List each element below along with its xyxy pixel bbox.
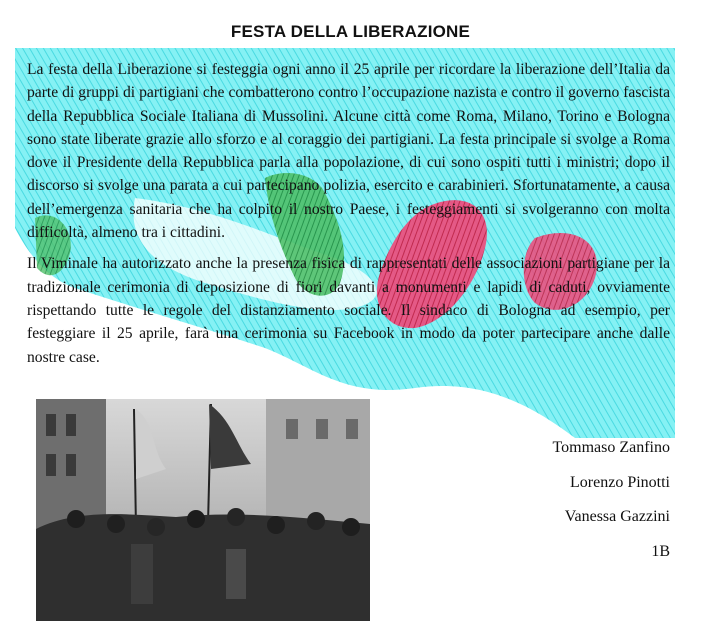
page-title: FESTA DELLA LIBERAZIONE (230, 22, 471, 41)
paragraph-1: La festa della Liberazione si festeggia ogni anno il 25 aprile per ricordare la liberazione dell’Italia da parte di gruppi di partigiani che combatterono contro l’occupazione nazista e contro il governo fascista della Repubblica Sociale Italiana di Mussolini. Alcune città come Roma, Milano, Torino e Bologna sono state liberate grazie allo sforzo e al coraggio dei partigiani. La festa principale si svolge a Roma dove il Presidente della Repubblica parla alla popolazione, di cui sono ospiti tutti i ministri; dopo il discorso si svolge una parata a cui partecipano polizia, esercito e carabinieri. Sfortunatamente, a causa dell’emergenza sanitaria che ha colpito il nostro Paese, i festeggiamenti si svolgeranno con molta difficoltà, almeno tra i cittadini. (27, 61, 670, 242)
paragraph-2: Il Viminale ha autorizzato anche la presenza fisica di rappresentati delle associazioni partigiane per la tradizionale cerimonia di deposizione di fiori davanti a monumenti e lapidi di caduti, ovviamente rispettando tutte le regole del distanziamento sociale. Il sindaco di Bologna ad esempio, per festeggiare il 25 aprile, farà una cerimonia su Facebook in modo da poter partecipare anche dalle nostre case. (27, 255, 670, 366)
article-body (27, 58, 670, 377)
author-1: Tommaso Zanfino (552, 439, 670, 456)
liberation-parade-photo (36, 399, 370, 621)
author-3: Vanessa Gazzini (564, 508, 670, 525)
class-label: 1B (651, 542, 670, 560)
author-2: Lorenzo Pinotti (570, 473, 670, 491)
credits (470, 437, 670, 575)
